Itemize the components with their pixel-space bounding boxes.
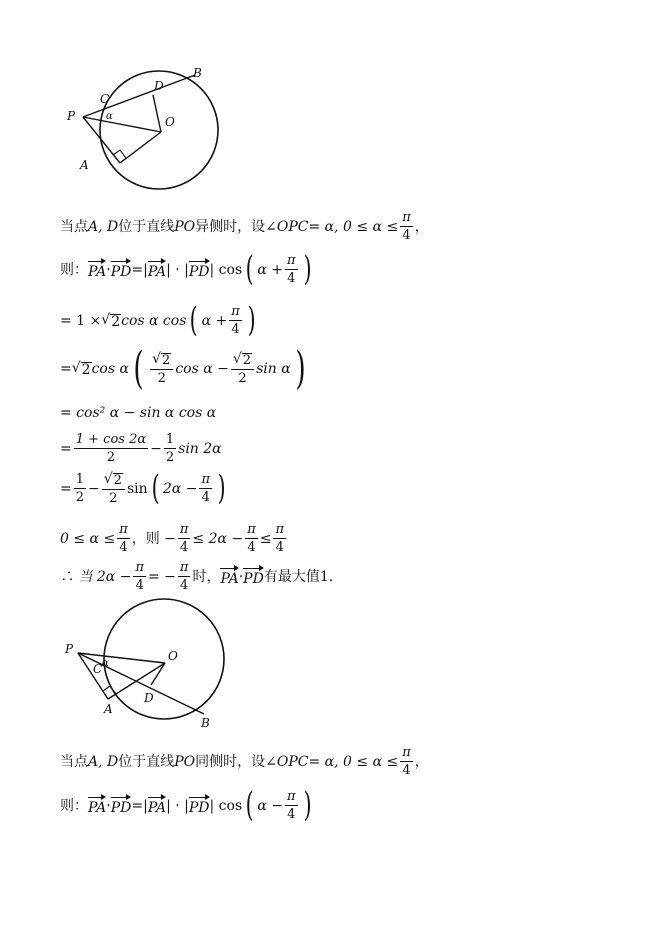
case1-statement: 当点 A, D 位于直线 PO 异侧时，设∠ OPC = α, 0 ≤ α ≤ $\frac{\pi}{4}$ ，: [60, 210, 429, 243]
line-ao: [108, 663, 165, 699]
line-po: [83, 117, 161, 132]
formula-step-5: = $\frac{1 + \cos 2\alpha}{2}$ − $\frac{1}{2}$ sin 2α: [60, 432, 222, 465]
range-statement: 0 ≤ α ≤ $\frac{\pi}{4}$ ，则 − $\frac{\pi}{4}$ ≤ 2α − $\frac{\pi}{4}$ ≤ $\frac{\pi}{4}$: [60, 522, 285, 555]
label-b: B: [193, 66, 202, 80]
label-a: A: [104, 702, 113, 716]
label-alpha: α: [102, 658, 109, 669]
case2-statement: 当点 A, D 位于直线 PO 同侧时，设∠ OPC = α, 0 ≤ α ≤ $\frac{\pi}{4}$ ，: [60, 745, 429, 778]
label-p: P: [67, 109, 76, 123]
formula-step-2: = 1 × √ 2 cos α cos ( α + $\frac{\pi}{4}$ ): [60, 299, 256, 340]
formula-dot-product-2: 则： PA · PD =| PA | · | PD | cos ( α − $\frac{\pi}{4}$ ): [60, 784, 312, 825]
label-alpha: α: [106, 111, 113, 122]
line-po: [78, 653, 165, 663]
label-c: C: [93, 662, 103, 676]
line-od: [153, 95, 161, 132]
label-d: D: [144, 691, 154, 705]
fraction-pi-4: $\frac{\pi}{4}$: [402, 210, 411, 243]
circle-o: [104, 599, 224, 719]
maximum-statement: ∴ 当 2α − $\frac{\pi}{4}$ = − $\frac{\pi}{4}$ 时， PA · PD 有最大值1.: [60, 560, 334, 593]
label-o: O: [165, 115, 175, 129]
formula-dot-product-1: 则： PA · PD =| PA | · | PD | cos ( α + $\frac{\pi}{4}$ ): [60, 248, 312, 289]
formula-step-4: = cos² α − sin α cos α: [60, 405, 217, 421]
label-d: D: [154, 79, 164, 93]
label-a: A: [80, 158, 89, 172]
sqrt-2: √ 2: [101, 311, 121, 330]
label-o: O: [168, 649, 178, 663]
figure-2-diagram: [60, 596, 240, 736]
label-b: B: [201, 716, 210, 730]
line-od: [151, 663, 165, 685]
line-pa: [83, 117, 120, 163]
label-p: P: [65, 642, 74, 656]
label-c: C: [100, 92, 110, 106]
formula-step-6: = $\frac{1}{2}$ − √ 2 2 sin ( 2α − $\frac{\pi}{4}$ ): [60, 467, 226, 508]
formula-step-3: = √ 2 cos α ( √ 2 2 cos α − √ 2 2 sin α ): [60, 343, 306, 394]
figure-1-diagram: [60, 60, 240, 200]
